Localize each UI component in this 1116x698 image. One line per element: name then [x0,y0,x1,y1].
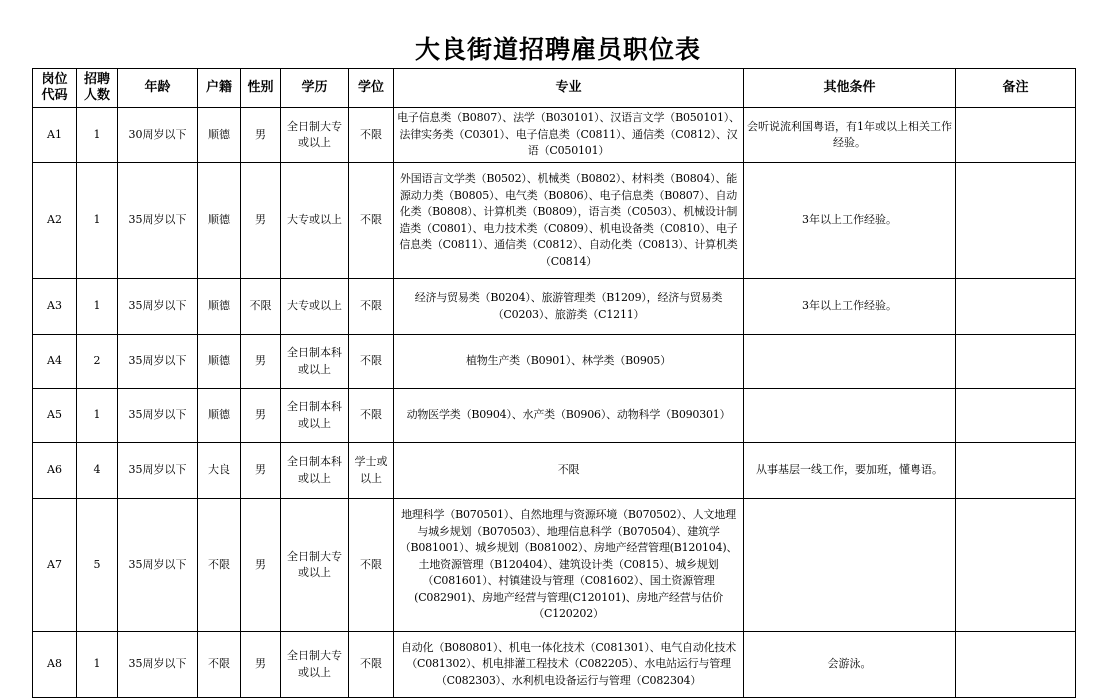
cell-gender: 男 [241,163,281,279]
cell-other: 3年以上工作经验。 [744,163,956,279]
header-count: 招聘人数 [77,69,118,108]
cell-major: 自动化（B080801）、机电一体化技术（C081301）、电气自动化技术（C081302）、机电排灌工程技术（C082205）、水电站运行与管理（C082303）、水利机电设备运行与管理（C082304） [394,632,744,698]
cell-gender: 男 [241,499,281,632]
cell-count: 1 [77,279,118,335]
cell-age: 35周岁以下 [118,335,198,389]
cell-code: A7 [33,499,77,632]
cell-education: 全日制本科或以上 [281,443,349,499]
header-huji: 户籍 [198,69,241,108]
cell-huji: 顺德 [198,163,241,279]
cell-other: 从事基层一线工作，要加班，懂粤语。 [744,443,956,499]
table-row [33,443,1076,499]
cell-degree: 不限 [349,389,394,443]
header-major: 专业 [394,69,744,108]
cell-count: 1 [77,389,118,443]
cell-major: 动物医学类（B0904）、水产类（B0906）、动物科学（B090301） [394,389,744,443]
cell-code: A1 [33,108,77,163]
header-note: 备注 [956,69,1076,108]
cell-code: A3 [33,279,77,335]
cell-gender: 男 [241,389,281,443]
cell-huji: 顺德 [198,335,241,389]
cell-count: 1 [77,108,118,163]
cell-education: 全日制本科或以上 [281,335,349,389]
cell-degree: 不限 [349,279,394,335]
cell-education: 大专或以上 [281,163,349,279]
cell-other: 会游泳。 [744,632,956,698]
cell-major: 地理科学（B070501）、自然地理与资源环境（B070502）、人文地理与城乡规划（B070503）、地理信息科学（B070504）、建筑学（B081001）、城乡规划（B081002）、房地产经营管理(B120104)、土地资源管理（B120404）、建筑设计类（C0815）、城乡规划（C081601）、村镇建设与管理（C081602）、国土资源管理(C082901)、房地产经营与管理(C120101)、房地产经营与估价（C120202） [394,499,744,632]
header-education: 学历 [281,69,349,108]
table-row [33,632,1076,698]
cell-count: 1 [77,632,118,698]
cell-note [956,389,1076,443]
cell-degree: 学士或以上 [349,443,394,499]
cell-other: 会听说流利国粤语，有1年或以上相关工作经验。 [744,108,956,163]
cell-code: A4 [33,335,77,389]
cell-note [956,163,1076,279]
page-title: 大良街道招聘雇员职位表 [414,35,701,64]
cell-gender: 男 [241,632,281,698]
cell-code: A6 [33,443,77,499]
cell-note [956,335,1076,389]
table-row [33,499,1076,632]
cell-count: 5 [77,499,118,632]
cell-note [956,499,1076,632]
table-row [33,389,1076,443]
header-code: 岗位代码 [33,69,77,108]
cell-note [956,279,1076,335]
table-row [33,163,1076,279]
cell-age: 35周岁以下 [118,389,198,443]
cell-other [744,499,956,632]
cell-degree: 不限 [349,108,394,163]
cell-education: 全日制本科或以上 [281,389,349,443]
cell-code: A2 [33,163,77,279]
cell-education: 全日制大专或以上 [281,108,349,163]
cell-education: 全日制大专或以上 [281,632,349,698]
job-table [32,68,1076,698]
cell-code: A5 [33,389,77,443]
cell-major: 电子信息类（B0807）、法学（B030101）、汉语言文学（B050101）、法律实务类（C0301）、电子信息类（C0811）、通信类（C0812）、汉语（C050101） [394,108,744,163]
header-age: 年龄 [118,69,198,108]
cell-age: 35周岁以下 [118,279,198,335]
cell-gender: 不限 [241,279,281,335]
cell-count: 2 [77,335,118,389]
cell-code: A8 [33,632,77,698]
cell-major: 不限 [394,443,744,499]
header-other: 其他条件 [744,69,956,108]
cell-note [956,443,1076,499]
cell-note [956,108,1076,163]
cell-other [744,335,956,389]
cell-age: 35周岁以下 [118,632,198,698]
cell-huji: 顺德 [198,389,241,443]
cell-other: 3年以上工作经验。 [744,279,956,335]
cell-degree: 不限 [349,499,394,632]
cell-huji: 大良 [198,443,241,499]
cell-degree: 不限 [349,632,394,698]
cell-gender: 男 [241,335,281,389]
table-row [33,279,1076,335]
cell-huji: 不限 [198,499,241,632]
table-row [33,108,1076,163]
cell-education: 全日制大专或以上 [281,499,349,632]
cell-major: 植物生产类（B0901）、林学类（B0905） [394,335,744,389]
cell-note [956,632,1076,698]
header-degree: 学位 [349,69,394,108]
cell-gender: 男 [241,443,281,499]
cell-age: 35周岁以下 [118,163,198,279]
cell-age: 35周岁以下 [118,443,198,499]
cell-degree: 不限 [349,335,394,389]
cell-major: 外国语言文学类（B0502）、机械类（B0802）、材料类（B0804）、能源动力类（B0805）、电气类（B0806）、电子信息类（B0807）、自动化类（B0808）、计算机类（B0809），语言类（C0503）、机械设计制造类（C0801）、电力技术类（C0809）、机电设备类（C0810）、电子信息类（C0811）、通信类（C0812）、自动化类（C0813）、计算机类（C0814） [394,163,744,279]
cell-age: 35周岁以下 [118,499,198,632]
cell-degree: 不限 [349,163,394,279]
cell-education: 大专或以上 [281,279,349,335]
header-row [33,69,1076,108]
cell-other [744,389,956,443]
table-row [33,335,1076,389]
cell-count: 4 [77,443,118,499]
cell-gender: 男 [241,108,281,163]
header-gender: 性别 [241,69,281,108]
cell-huji: 顺德 [198,279,241,335]
cell-huji: 顺德 [198,108,241,163]
cell-count: 1 [77,163,118,279]
cell-huji: 不限 [198,632,241,698]
cell-major: 经济与贸易类（B0204）、旅游管理类（B1209），经济与贸易类（C0203）、旅游类（C1211） [394,279,744,335]
cell-age: 30周岁以下 [118,108,198,163]
